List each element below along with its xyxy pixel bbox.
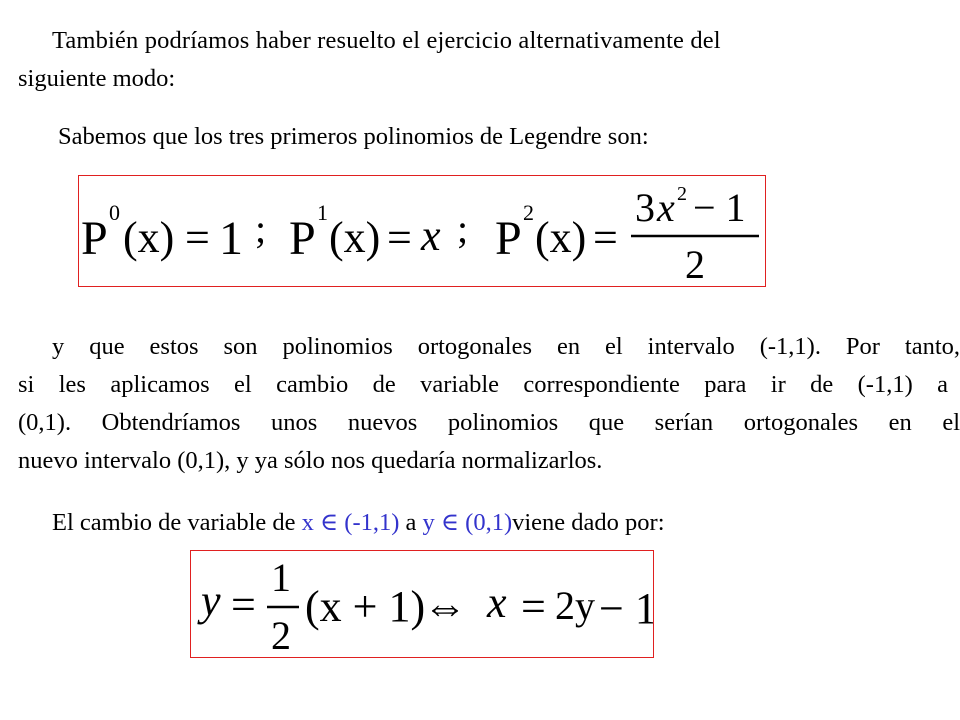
separator-2: ; xyxy=(457,206,469,251)
parenthesized-expression: (x + 1) xyxy=(305,582,426,631)
p2-numerator-lead: 3 xyxy=(635,185,655,230)
change-text-middle: a xyxy=(399,509,423,536)
change-formula xyxy=(191,551,653,657)
paragraph-line-3: (0,1). Obtendríamos unos nuevos polinomios que serían ortogonales en el xyxy=(18,409,960,436)
y-interval: y ∈ (0,1) xyxy=(422,509,513,536)
rhs-x: x xyxy=(487,578,507,627)
equals-sign-5: = xyxy=(521,582,546,631)
p0-value: 1 xyxy=(219,212,243,265)
p0-index: 0 xyxy=(109,200,120,225)
p1-symbol: P xyxy=(289,212,316,265)
change-sentence xyxy=(52,506,665,540)
intro-line-1: También podríamos haber resuelto el ejercicio alternativamente del xyxy=(52,27,721,54)
legendre-formula xyxy=(79,176,765,286)
p2-symbol: P xyxy=(495,212,522,265)
p0-argument: (x) xyxy=(123,213,175,262)
lhs-y: y xyxy=(201,576,221,625)
p2-numerator-var: x xyxy=(657,185,675,230)
p2-numerator-tail: − 1 xyxy=(693,185,746,230)
equals-sign-4: = xyxy=(231,580,256,629)
separator-1: ; xyxy=(255,206,267,251)
p2-argument: (x) xyxy=(535,213,587,262)
paragraph-line-2: si les aplicamos el cambio de variable correspondiente para ir de (-1,1) a xyxy=(18,371,948,398)
paragraph-line-4: nuevo intervalo (0,1), y ya sólo nos quedaría normalizarlos. xyxy=(18,447,603,474)
p2-numerator-exp: 2 xyxy=(677,183,687,205)
x-interval: x ∈ (-1,1) xyxy=(301,509,400,536)
change-text-before: El cambio de variable de xyxy=(52,509,302,536)
equals-sign-3: = xyxy=(593,213,618,262)
change-text-after: viene dado por: xyxy=(512,509,665,536)
rhs-tail: − 1 xyxy=(599,584,653,633)
equals-sign-1: = xyxy=(185,213,210,262)
fraction-numerator: 1 xyxy=(271,555,291,600)
p2-denominator: 2 xyxy=(685,242,705,286)
legendre-sentence: Sabemos que los tres primeros polinomios de Legendre son: xyxy=(58,123,649,150)
p1-index: 1 xyxy=(317,200,328,225)
equals-sign-2: = xyxy=(387,213,412,262)
intro-line-2: siguiente modo: xyxy=(18,65,176,92)
p2-index: 2 xyxy=(523,200,534,225)
legendre-formula-box xyxy=(78,175,766,287)
fraction-denominator: 2 xyxy=(271,613,291,657)
p0-symbol: P xyxy=(81,212,108,265)
p1-argument: (x) xyxy=(329,213,381,262)
paragraph-line-1: y que estos son polinomios ortogonales en el intervalo (-1,1). Por tanto, xyxy=(52,333,960,360)
rhs-lead: 2y xyxy=(555,583,595,628)
change-formula-box xyxy=(190,550,654,658)
p1-value: x xyxy=(421,211,441,260)
iff-arrow: ⇔ xyxy=(423,582,467,631)
